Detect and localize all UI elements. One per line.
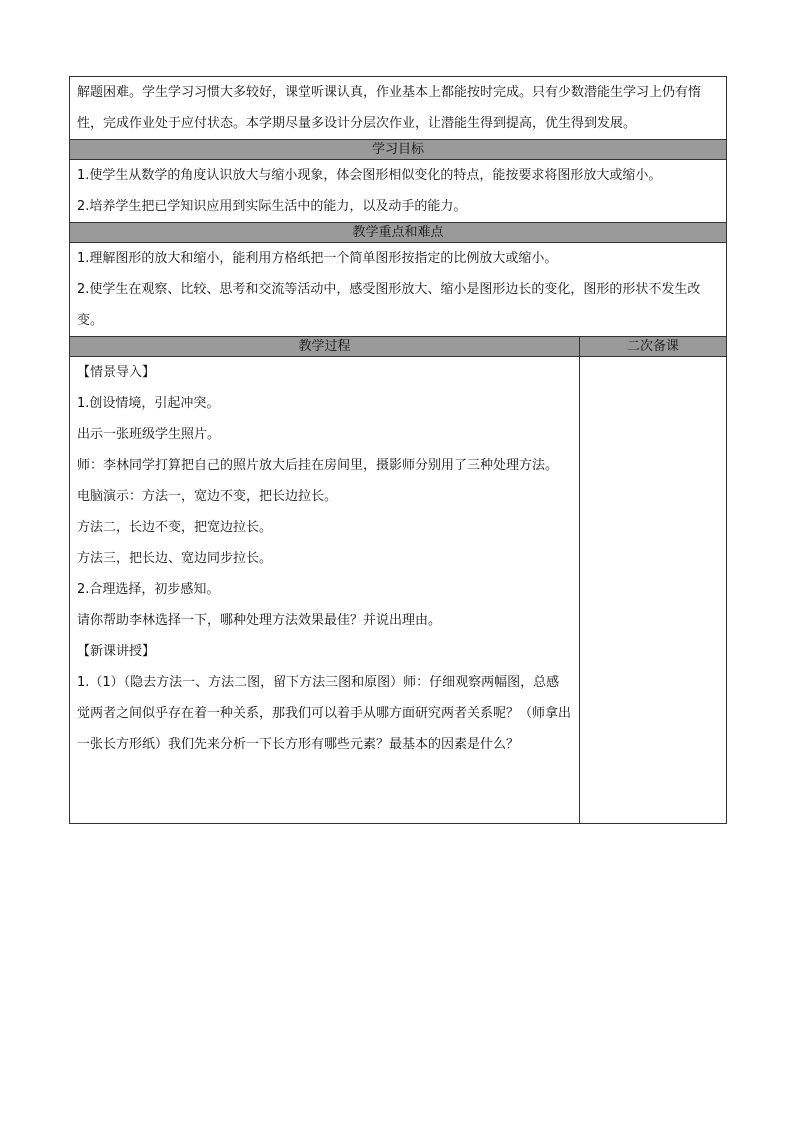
process-cell <box>70 357 580 824</box>
process-paragraph: 出示一张班级学生照片。 <box>77 427 221 442</box>
process-paragraph: 2.合理选择，初步感知。 <box>77 582 220 597</box>
objective-item: 2.培养学生把已学知识应用到实际生活中的能力，以及动手的能力。 <box>77 199 467 214</box>
process-paragraph: 师：李林同学打算把自己的照片放大后挂在房间里，摄影师分别用了三种处理方法。 <box>77 458 559 473</box>
objective-item: 1.使学生从数学的角度认识放大与缩小现象，体会图形相似变化的特点，能按要求将图形放大或缩小。 <box>77 168 662 183</box>
process-paragraph: 请你帮助李林选择一下，哪种处理方法效果最佳？并说出理由。 <box>77 613 442 628</box>
process-header: 教学过程 <box>70 337 580 357</box>
process-paragraph: 方法三，把长边、宽边同步拉长。 <box>77 551 273 566</box>
process-paragraph: 电脑演示：方法一，宽边不变，把长边拉长。 <box>77 489 338 504</box>
section-heading: 【新课讲授】 <box>77 644 156 659</box>
objectives-cell <box>70 160 727 223</box>
intro-cell: 解题困难。学生学习习惯大多较好，课堂听课认真，作业基本上都能按时完成。只有少数潜能生学习上仍有惰性，完成作业处于应付状态。本学期尽量多设计分层次作业，让潜能生得到提高，优生得到发展。 <box>70 77 727 140</box>
lesson-plan-table <box>69 76 727 824</box>
key-points-header: 教学重点和难点 <box>70 223 727 243</box>
key-point-item: 2.使学生在观察、比较、思考和交流等活动中，感受图形放大、缩小是图形边长的变化，图形的形状不发生改变。 <box>77 282 701 328</box>
process-paragraph: 1.（1）（隐去方法一、方法二图，留下方法三图和原图）师：仔细观察两幅图，总感觉两者之间似乎存在着一种关系，那我们可以着手从哪方面研究两者关系呢？（师拿出一张长方形纸）我们先来分析一下长方形有哪些元素？最基本的因素是什么？ <box>77 675 572 752</box>
section-heading: 【情景导入】 <box>77 365 156 380</box>
key-point-item: 1.理解图形的放大和缩小，能利用方格纸把一个简单图形按指定的比例放大或缩小。 <box>77 251 558 266</box>
key-points-cell <box>70 243 727 337</box>
second-prep-header: 二次备课 <box>580 337 727 357</box>
objectives-header: 学习目标 <box>70 140 727 160</box>
process-paragraph: 1.创设情境，引起冲突。 <box>77 396 220 411</box>
second-prep-cell <box>580 357 727 824</box>
process-paragraph: 方法二，长边不变，把宽边拉长。 <box>77 520 273 535</box>
